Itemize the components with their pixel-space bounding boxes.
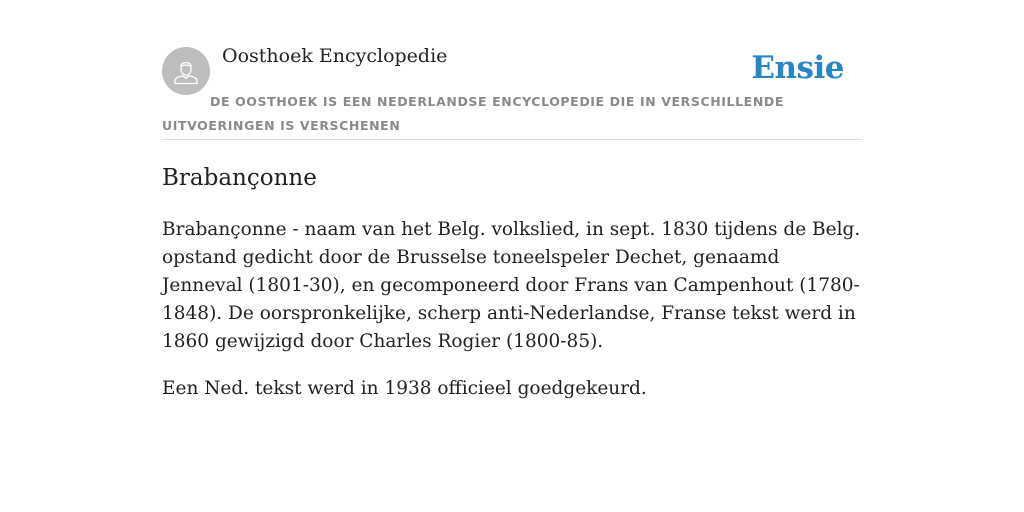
entry-paragraph: Een Ned. tekst werd in 1938 officieel goedgekeurd.	[162, 378, 647, 399]
source-title[interactable]: Oosthoek Encyclopedie	[222, 45, 448, 67]
avatar[interactable]	[162, 47, 210, 95]
entry-content	[162, 160, 862, 403]
source-header	[162, 40, 862, 140]
entry-paragraph: Brabançonne - naam van het Belg. volkslied, in sept. 1830 tijdens de Belg. opstand gedicht door de Brusselse toneelspeler Dechet, genaamd Jenneval (1801-30), en gecomponeerd door Frans van Campenhout (1780-1848). De oorspronkelijke, scherp anti-Nederlandse, Franse tekst werd in 1860 gewijzigd door Charles Rogier (1800-85).	[162, 219, 861, 352]
user-icon	[171, 56, 201, 86]
entry-title: Brabançonne	[162, 165, 317, 191]
source-description: DE OOSTHOEK IS EEN NEDERLANDSE ENCYCLOPEDIE DIE IN VERSCHILLENDE UITVOERINGEN IS VERSCHENEN	[162, 94, 784, 133]
site-logo[interactable]: Ensie	[751, 50, 844, 86]
